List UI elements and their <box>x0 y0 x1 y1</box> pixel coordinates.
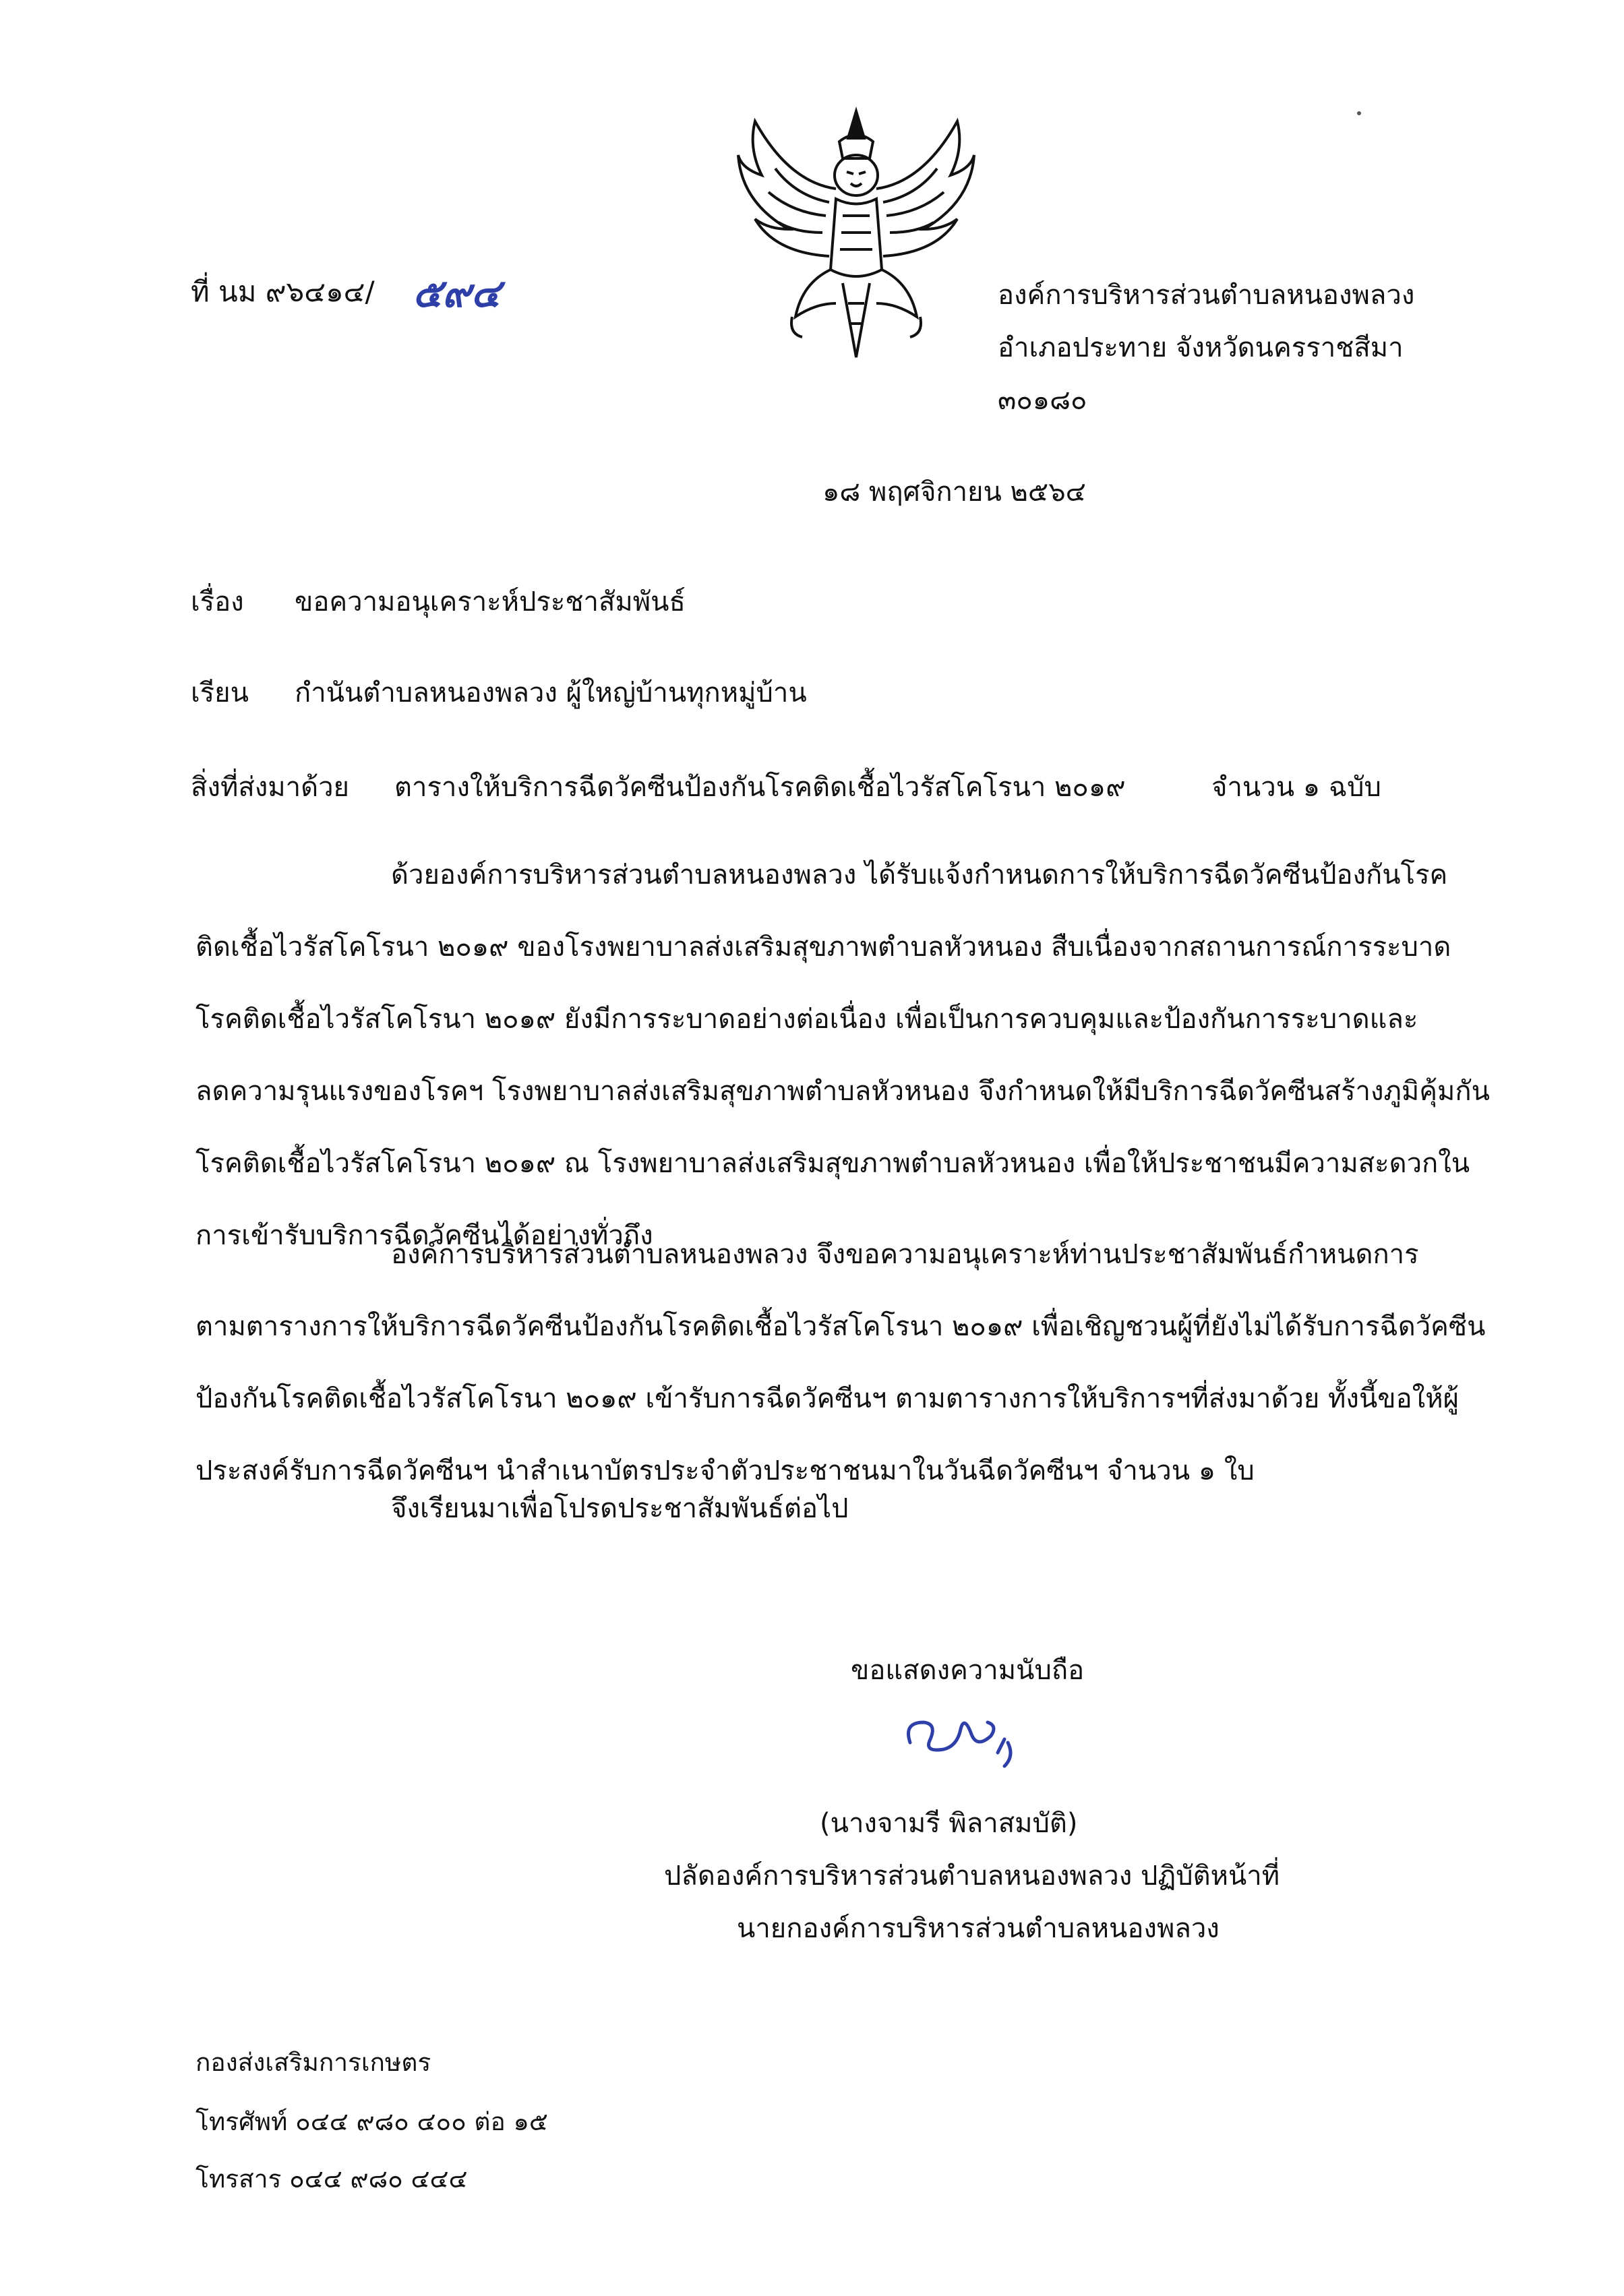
paragraph-line: โรคติดเชื้อไวรัสโคโรนา ๒๐๑๙ ณ โรงพยาบาลส่งเสริมสุขภาพตำบลหัวหนอง เพื่อให้ประชาชนมีความสะดวกใน <box>196 1148 1470 1179</box>
footer-phone: โทรศัพท์ ๐๔๔ ๙๘๐ ๔๐๐ ต่อ ๑๕ <box>196 2107 548 2136</box>
addressee-label: เรียน <box>191 677 249 708</box>
enclosure-text: ตารางให้บริการฉีดวัคซีนป้องกันโรคติดเชื้อไวรัสโคโรนา ๒๐๑๙ <box>394 772 1126 803</box>
body-paragraph-1 <box>196 839 1497 1272</box>
paragraph-line: การเข้ารับบริการฉีดวัคซีนได้อย่างทั่วถึง <box>196 1220 653 1251</box>
signatory-name: (นางจามรี พิลาสมบัติ) <box>820 1808 1078 1839</box>
handwritten-signature <box>897 1702 1031 1776</box>
sender-org: องค์การบริหารส่วนตำบลหนองพลวง <box>998 280 1415 311</box>
footer-department: กองส่งเสริมการเกษตร <box>196 2048 431 2077</box>
reference-label: ที่ นม ๙๖๔๑๔/ <box>191 275 375 308</box>
footer-fax: โทรสาร ๐๔๔ ๙๘๐ ๔๔๔ <box>196 2165 468 2194</box>
sender-district: อำเภอประทาย จังหวัดนครราชสีมา <box>998 332 1404 363</box>
letter-date: ๑๘ พฤศจิกายน ๒๕๖๔ <box>822 477 1086 508</box>
subject-text: ขอความอนุเคราะห์ประชาสัมพันธ์ <box>295 586 686 617</box>
garuda-emblem-icon <box>728 101 984 364</box>
subject-label: เรื่อง <box>191 586 244 617</box>
body-paragraph-2 <box>196 1219 1497 1507</box>
paragraph-line: ประสงค์รับการฉีดวัคซีนฯ นำสำเนาบัตรประจำตัวประชาชนมาในวันฉีดวัคซีนฯ จำนวน ๑ ใบ <box>196 1455 1255 1486</box>
addressee-text: กำนันตำบลหนองพลวง ผู้ใหญ่บ้านทุกหมู่บ้าน <box>295 677 807 708</box>
sender-postcode: ๓๐๑๘๐ <box>998 385 1087 416</box>
scan-speck <box>1357 111 1361 115</box>
paragraph-line: ด้วยองค์การบริหารส่วนตำบลหนองพลวง ได้รับแจ้งกำหนดการให้บริการฉีดวัคซีนป้องกันโรค <box>391 859 1448 890</box>
reference-handwritten-number: ๕๙๔ <box>413 270 501 316</box>
paragraph-line: ป้องกันโรคติดเชื้อไวรัสโคโรนา ๒๐๑๙ เข้ารับการฉีดวัคซีนฯ ตามตารางการให้บริการฯที่ส่งมาด้วย ทั้งนี้ขอให้ผู้ <box>196 1383 1460 1414</box>
signatory-position-1: ปลัดองค์การบริหารส่วนตำบลหนองพลวง ปฏิบัติหน้าที่ <box>664 1861 1280 1892</box>
signatory-position-2: นายกองค์การบริหารส่วนตำบลหนองพลวง <box>737 1913 1220 1944</box>
closing-line: จึงเรียนมาเพื่อโปรดประชาสัมพันธ์ต่อไป <box>391 1493 849 1524</box>
paragraph-line: ติดเชื้อไวรัสโคโรนา ๒๐๑๙ ของโรงพยาบาลส่งเสริมสุขภาพตำบลหัวหนอง สืบเนื่องจากสถานการณ์การระบาด <box>196 932 1451 963</box>
signature-closing: ขอแสดงความนับถือ <box>851 1655 1085 1686</box>
paragraph-line: องค์การบริหารส่วนตำบลหนองพลวง จึงขอความอนุเคราะห์ท่านประชาสัมพันธ์กำหนดการ <box>391 1239 1419 1270</box>
paragraph-line: ตามตารางการให้บริการฉีดวัคซีนป้องกันโรคติดเชื้อไวรัสโคโรนา ๒๐๑๙ เพื่อเชิญชวนผู้ที่ยังไม่ได้รับการฉีดวัคซีน <box>196 1311 1486 1342</box>
enclosure-quantity: จำนวน ๑ ฉบับ <box>1211 772 1381 803</box>
paragraph-line: ลดความรุนแรงของโรคฯ โรงพยาบาลส่งเสริมสุขภาพตำบลหัวหนอง จึงกำหนดให้มีบริการฉีดวัคซีนสร้างภูมิคุ้มกัน <box>196 1076 1490 1107</box>
enclosure-label: สิ่งที่ส่งมาด้วย <box>191 772 349 803</box>
paragraph-line: โรคติดเชื้อไวรัสโคโรนา ๒๐๑๙ ยังมีการระบาดอย่างต่อเนื่อง เพื่อเป็นการควบคุมและป้องกันการระบาดและ <box>196 1004 1418 1035</box>
